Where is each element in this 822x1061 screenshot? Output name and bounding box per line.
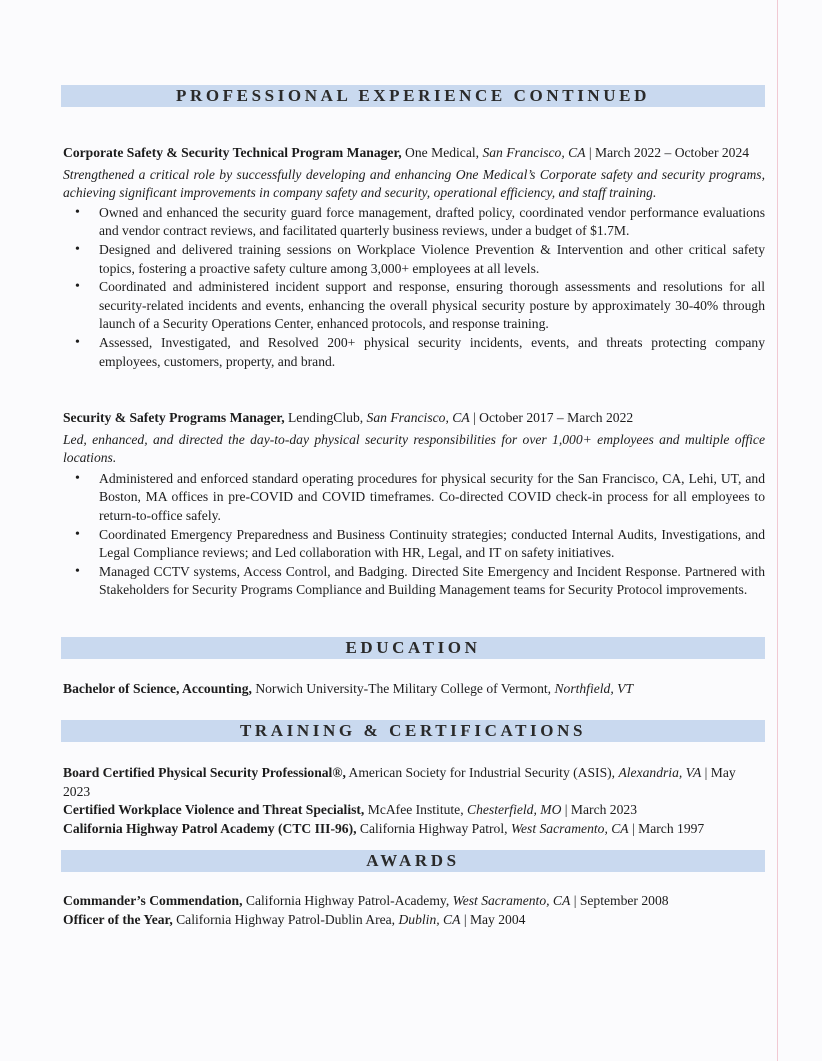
- bullet-text: Managed CCTV systems, Access Control, and Badging. Directed Site Emergency and Incident Response. Partnered with Stakeholders for Security Programs Compliance and Building Management teams for Security Protocol improvements.: [99, 563, 765, 598]
- job-location: San Francisco, CA: [482, 145, 586, 160]
- training-entries: [63, 764, 765, 838]
- entry-dates: | May 2023: [63, 765, 736, 799]
- section-heading-experience: PROFESSIONAL EXPERIENCE CONTINUED: [176, 86, 650, 105]
- bullet-icon: •: [75, 279, 80, 295]
- job-summary: Led, enhanced, and directed the day-to-day physical security responsibilities for over 1,000+ employees and multiple office locations.: [63, 431, 765, 466]
- entry-title: Commander’s Commendation,: [63, 893, 243, 908]
- job-dates: | October 2017 – March 2022: [469, 410, 634, 425]
- entry-title: California Highway Patrol Academy (CTC III-96),: [63, 820, 357, 836]
- bullet-text: Coordinated Emergency Preparedness and Business Continuity strategies; conducted Internal Audits, Investigations, and Legal Compliance reviews; and Led collaboration with HR, Legal, and IT on safety initiatives.: [99, 526, 765, 561]
- job-bullets: [63, 204, 765, 371]
- certification-entry: [63, 820, 765, 839]
- list-item: [63, 563, 765, 600]
- award-entries: [63, 892, 765, 929]
- award-entry: [63, 892, 765, 911]
- job-company: LendingClub,: [284, 410, 367, 425]
- job-dates: | March 2022 – October 2024: [585, 145, 750, 160]
- section-heading-training: TRAINING & CERTIFICATIONS: [239, 721, 586, 740]
- entry-location: Northfield, VT: [554, 681, 634, 696]
- entry-org: California Highway Patrol-Academy,: [242, 893, 453, 908]
- bullet-icon: •: [75, 204, 80, 220]
- list-item: [63, 526, 765, 563]
- entry-title: Bachelor of Science, Accounting,: [63, 681, 252, 696]
- section-heading-awards: AWARDS: [366, 851, 460, 870]
- list-item: [63, 470, 765, 526]
- job-header: [63, 409, 765, 428]
- entry-location: West Sacramento, CA: [452, 893, 571, 908]
- job-title: Security & Safety Programs Manager,: [63, 410, 285, 425]
- bullet-icon: •: [75, 241, 80, 257]
- list-item: [63, 204, 765, 241]
- bullet-text: Designed and delivered training sessions on Workplace Violence Prevention & Intervention and other critical safety topics, fostering a proactive safety culture among 3,000+ employees at all levels.: [99, 241, 765, 276]
- entry-location: Dublin, CA: [398, 911, 461, 927]
- entry-org: California Highway Patrol,: [356, 820, 511, 836]
- margin-line: [777, 0, 778, 1061]
- job-entry-lendingclub: [63, 409, 765, 600]
- bullet-text: Assessed, Investigated, and Resolved 200+ physical security incidents, events, and threats protecting company employees, customers, property, and brand.: [99, 334, 765, 369]
- entry-dates: | May 2004: [460, 911, 526, 927]
- entry-dates: | September 2008: [570, 893, 669, 908]
- entry-org: California Highway Patrol-Dublin Area,: [172, 911, 399, 927]
- job-company: One Medical,: [401, 145, 483, 160]
- award-entry: [63, 911, 765, 930]
- section-heading-education: EDUCATION: [345, 638, 481, 657]
- entry-title: Officer of the Year,: [63, 911, 173, 927]
- section-bar-awards: [61, 850, 765, 872]
- certification-entry: [63, 801, 765, 820]
- education-entry: [63, 680, 765, 699]
- entry-org: American Society for Industrial Security (ASIS),: [345, 765, 619, 780]
- bullet-icon: •: [75, 563, 80, 579]
- entry-org: Norwich University-The Military College of Vermont,: [251, 681, 555, 696]
- job-entry-one-medical: [63, 144, 765, 371]
- list-item: [63, 334, 765, 371]
- entry-location: Alexandria, VA: [618, 765, 702, 780]
- entry-dates: | March 1997: [628, 820, 705, 836]
- list-item: [63, 278, 765, 334]
- bullet-icon: •: [75, 470, 80, 486]
- bullet-text: Administered and enforced standard operating procedures for physical security for the San Francisco, CA, Lehi, UT, and Boston, MA offices in pre-COVID and COVID timeframes. Co-directed COVID check-in process for all employees to return-to-office safely.: [99, 470, 765, 523]
- bullet-icon: •: [75, 334, 80, 350]
- section-bar-training: [61, 720, 765, 742]
- entry-location: West Sacramento, CA: [510, 820, 629, 836]
- entry-title: Certified Workplace Violence and Threat Specialist,: [63, 802, 365, 818]
- job-summary: Strengthened a critical role by successfully developing and enhancing One Medical’s Corporate safety and security programs, achieving significant improvements in company safety and security, operational efficiency, and staff training.: [63, 166, 765, 201]
- job-location: San Francisco, CA: [366, 410, 470, 425]
- section-bar-experience: [61, 85, 765, 107]
- education-entries: [63, 680, 765, 699]
- bullet-text: Coordinated and administered incident support and response, ensuring thorough assessments and resolutions for all security-related incidents and events, enhancing the overall physical security posture by approximately 30-40% through launch of a Security Operations Center, enhanced protocols, and response training.: [99, 279, 765, 332]
- job-title: Corporate Safety & Security Technical Program Manager,: [63, 145, 402, 160]
- list-item: [63, 241, 765, 278]
- bullet-text: Owned and enhanced the security guard force management, drafted policy, coordinated vendor performance evaluations and vendor contract reviews, and facilitated quarterly business reviews, under a budget of $1.7M.: [99, 204, 765, 239]
- entry-location: Chesterfield, MO: [467, 802, 562, 818]
- entry-title: Board Certified Physical Security Professional®,: [63, 765, 346, 780]
- certification-entry: [63, 764, 765, 801]
- bullet-icon: •: [75, 526, 80, 542]
- job-header: [63, 144, 765, 163]
- job-bullets: [63, 470, 765, 600]
- entry-dates: | March 2023: [561, 802, 637, 818]
- section-bar-education: [61, 637, 765, 659]
- entry-org: McAfee Institute,: [364, 802, 468, 818]
